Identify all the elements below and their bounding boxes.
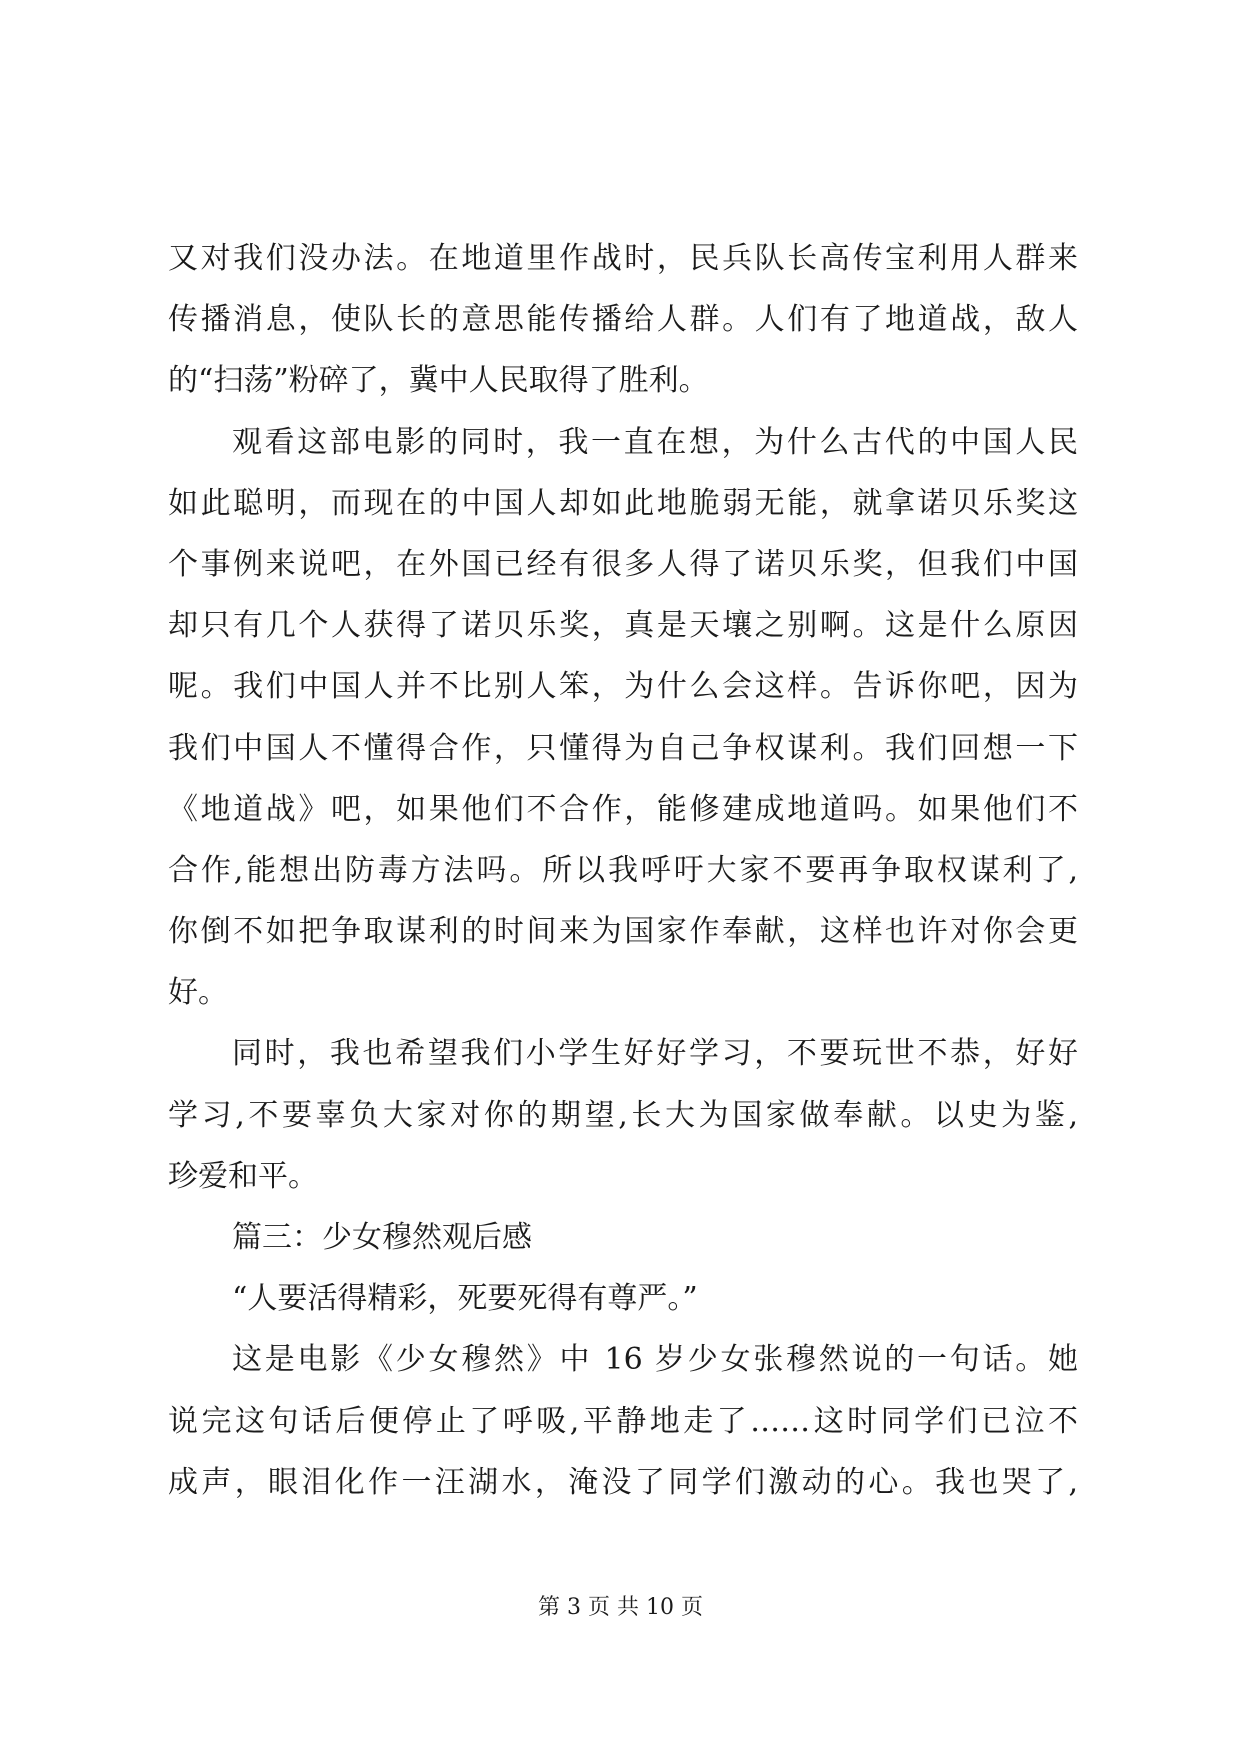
page-footer: 第 3 页 共 10 页 [538,1595,703,1620]
text-line: 《地道战》吧，如果他们不合作，能修建成地道吗。如果他们不 [168,791,1078,827]
body-text [168,228,1078,1513]
text-line: 同时，我也希望我们小学生好好学习，不要玩世不恭，好好 [232,1036,1078,1072]
text-line: 个事例来说吧，在外国已经有很多人得了诺贝乐奖，但我们中国 [168,546,1078,582]
text-line: 我们中国人不懂得合作，只懂得为自己争权谋利。我们回想一下 [168,730,1078,766]
text-line: 学习,不要辜负大家对你的期望,长大为国家做奉献。以史为鉴, [168,1097,1078,1133]
text-line: “人要活得精彩，死要死得有尊严。” [232,1281,698,1317]
text-line: 传播消息，使队长的意思能传播给人群。人们有了地道战，敌人 [168,302,1078,338]
text-line: 却只有几个人获得了诺贝乐奖，真是天壤之别啊。这是什么原因 [168,608,1078,644]
text-line: 观看这部电影的同时，我一直在想，为什么古代的中国人民 [232,424,1078,460]
text-line: 又对我们没办法。在地道里作战时，民兵队长高传宝利用人群来 [168,241,1078,276]
text-line: 你倒不如把争取谋利的时间来为国家作奉献，这样也许对你会更 [168,914,1078,950]
text-line: 的“扫荡”粉碎了，冀中人民取得了胜利。 [168,363,709,399]
text-line: 篇三：少女穆然观后感 [232,1220,532,1255]
text-line: 说完这句话后便停止了呼吸,平静地走了……这时同学们已泣不 [168,1403,1078,1439]
text-line: 如此聪明，而现在的中国人却如此地脆弱无能，就拿诺贝乐奖这 [168,485,1078,521]
text-line: 呢。我们中国人并不比别人笨，为什么会这样。告诉你吧，因为 [168,669,1078,705]
text-line: 珍爱和平。 [168,1158,318,1194]
text-line: 成声，眼泪化作一汪湖水，淹没了同学们激动的心。我也哭了, [168,1464,1078,1500]
text-line: 合作,能想出防毒方法吗。所以我呼吁大家不要再争取权谋利了, [168,852,1078,888]
text-line: 这是电影《少女穆然》中 16 岁少女张穆然说的一句话。她 [232,1342,1078,1378]
text-line: 好。 [168,975,228,1011]
